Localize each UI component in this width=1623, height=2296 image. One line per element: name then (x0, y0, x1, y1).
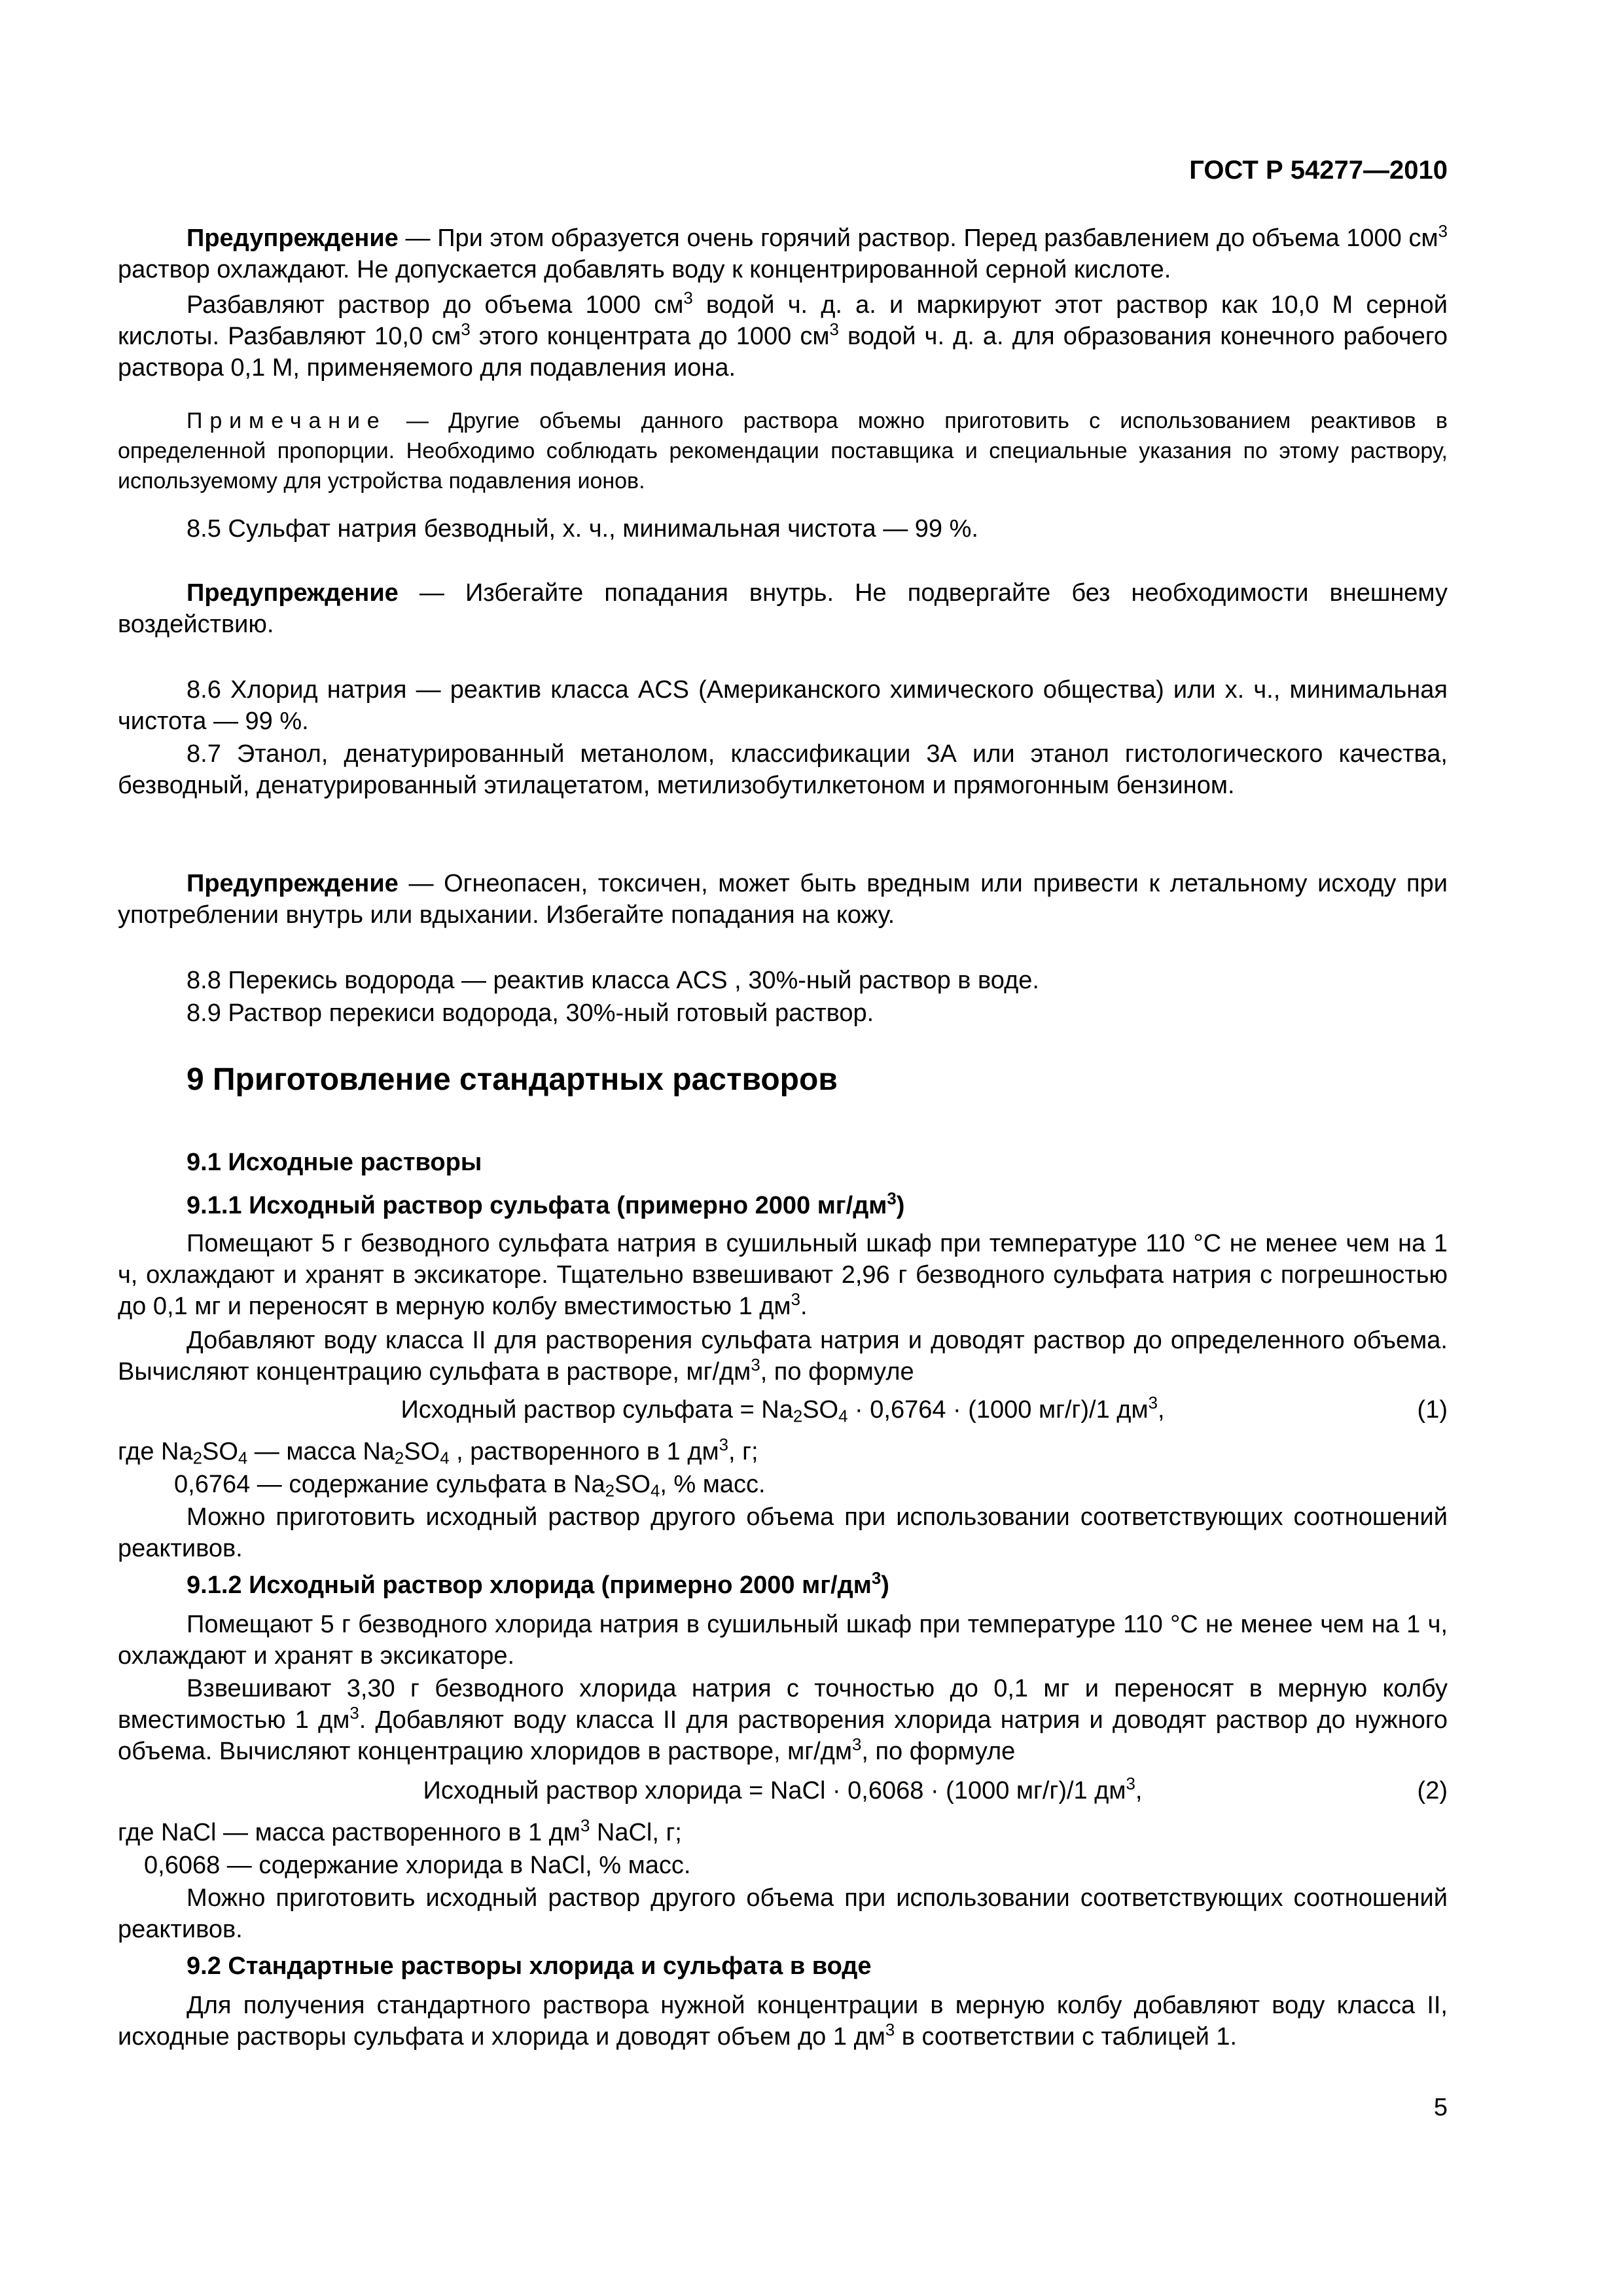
formula-1 (118, 1394, 1448, 1427)
warning-paragraph-3: Предупреждение — Огнеопасен, токсичен, может быть вредным или привести к летальному исходу при употреблении внутрь или вдыхании. Избегайте попадания на кожу. (118, 870, 1448, 929)
section-9-1-heading: 9.1 Исходные растворы (187, 1149, 482, 1176)
item-8-6: 8.6 Хлорид натрия — реактив класса ACS (Американского химического общества) или х. ч., минимальная чистота — 99 %. (118, 676, 1448, 735)
warning-label: Предупреждение (187, 870, 399, 897)
formula-2 (118, 1775, 1448, 1808)
note-label: Примечание (187, 408, 387, 433)
section-9-heading: 9 Приготовление стандартных растворов (187, 1062, 838, 1097)
formula-1-number: (1) (1417, 1396, 1448, 1424)
item-8-7: 8.7 Этанол, денатурированный метанолом, классификации 3А или этанол гистологического качества, безводный, денатурированный этилацетатом, метилизобутилкетоном и прямогонным бензином. (118, 740, 1448, 799)
item-8-5: 8.5 Сульфат натрия безводный, х. ч., минимальная чистота — 99 %. (187, 515, 978, 543)
item-8-9: 8.9 Раствор перекиси водорода, 30%-ный готовый раствор. (187, 999, 874, 1027)
item-8-8: 8.8 Перекись водорода — реактив класса ACS , 30%-ный раствор в воде. (187, 967, 1039, 994)
paragraph-9-1-2-c: Можно приготовить исходный раствор другого объема при использовании соответствующих соотношений реактивов. (118, 1884, 1448, 1943)
paragraph-9-2: Для получения стандартного раствора нужной концентрации в мерную колбу добавляют воду класса II, исходные растворы сульфата и хлорида и доводят объем до 1 $дм^3$ в соответствии с таблицей 1. (118, 1992, 1448, 2051)
warning-paragraph-2: Предупреждение — Избегайте попадания внутрь. Не подвергайте без необходимости внешнему воздействию. (118, 579, 1448, 638)
document-id-header: ГОСТ Р 54277—2010 (1189, 156, 1448, 185)
formula-1-where-line-2: 0,6764 — содержание сульфата в $Na_2SO_4$, % масс. (174, 1471, 766, 1501)
formula-2-where-line-1: где NaCl — масса растворенного в 1 $дм^3$ NaCl, г; (118, 1816, 682, 1846)
section-9-1-2-heading: 9.1.2 Исходный раствор хлорида (примерно 2000 $мг/дм^3$) (187, 1569, 889, 1599)
formula-2-where-line-2: 0,6068 — содержание хлорида в NaCl, % масс. (144, 1852, 691, 1879)
warning-paragraph-1: Предупреждение — При этом образуется очень горячий раствор. Перед разбавлением до объема 1000 $см^3$ раствор охлаждают. Не допускается добавлять воду к концентрированной серной кислоте. (118, 222, 1448, 283)
formula-2-number: (2) (1417, 1777, 1448, 1804)
paragraph-9-1-1-b: Добавляют воду класса II для растворения сульфата натрия и доводят раствор до определенного объема. Вычисляют концентрацию сульфата в растворе, $мг/дм^3$, по формуле (118, 1327, 1448, 1386)
warning-label: Предупреждение (187, 224, 399, 252)
paragraph-9-1-2-a: Помещают 5 г безводного хлорида натрия в сушильный шкаф при температуре 110 °С не менее чем на 1 ч, охлаждают и хранят в эксикаторе. (118, 1611, 1448, 1670)
formula-1-expression: Исходный раствор сульфата = $Na_2SO_4 \cdot 0,6764 \cdot (1000$ мг/г)/1 $дм^3$, (401, 1393, 1165, 1426)
paragraph-9-1-1-c: Можно приготовить исходный раствор другого объема при использовании соответствующих соотношений реактивов. (118, 1503, 1448, 1562)
paragraph-9-1-1-a: Помещают 5 г безводного сульфата натрия в сушильный шкаф при температуре 110 °С не менее чем на 1 ч, охлаждают и хранят в эксикаторе. Тщательно взвешивают 2,96 г безводного сульфата натрия с погрешностью до 0,1 мг и переносят в мерную колбу вместимостью 1 $дм^3$. (118, 1230, 1448, 1320)
warning-label: Предупреждение (187, 579, 399, 607)
section-9-2-heading: 9.2 Стандартные растворы хлорида и сульфата в воде (187, 1952, 872, 1980)
formula-2-expression: Исходный раствор хлорида = NaCl · 0,6068 · (1000 мг/г)/1 $дм^3$, (423, 1774, 1143, 1804)
page-number: 5 (1433, 2094, 1448, 2121)
dilution-paragraph: Разбавляют раствор до объема 1000 $см^3$ водой ч. д. а. и маркируют этот раствор как 10,0 М серной кислоты. Разбавляют 10,0 $см^3$ этого концентрата до 1000 $см^3$ водой ч. д. а. для образования конечного рабочего раствора 0,1 М, применяемого для подавления иона. (118, 289, 1448, 382)
formula-1-where-line-1: где $Na_2SO_4$ — масса $Na_2SO_4$ , растворенного в 1 $дм^3$, г; (118, 1435, 758, 1468)
note-paragraph: Примечание — Другие объемы данного раствора можно приготовить с использованием реактивов в определенной пропорции. Необходимо соблюдать рекомендации поставщика и специальные указания по этому раствору, используемому для устройства подавления ионов. (118, 408, 1448, 493)
section-9-1-1-heading: 9.1.1 Исходный раствор сульфата (примерно 2000 $мг/дм^3$) (187, 1189, 905, 1219)
paragraph-9-1-2-b: Взвешивают 3,30 г безводного хлорида натрия с точностью до 0,1 мг и переносят в мерную колбу вместимостью 1 $дм^3$. Добавляют воду класса II для растворения хлорида натрия и доводят раствор до нужного объема. Вычисляют концентрацию хлоридов в растворе, $мг/дм^3$, по формуле (118, 1675, 1448, 1765)
